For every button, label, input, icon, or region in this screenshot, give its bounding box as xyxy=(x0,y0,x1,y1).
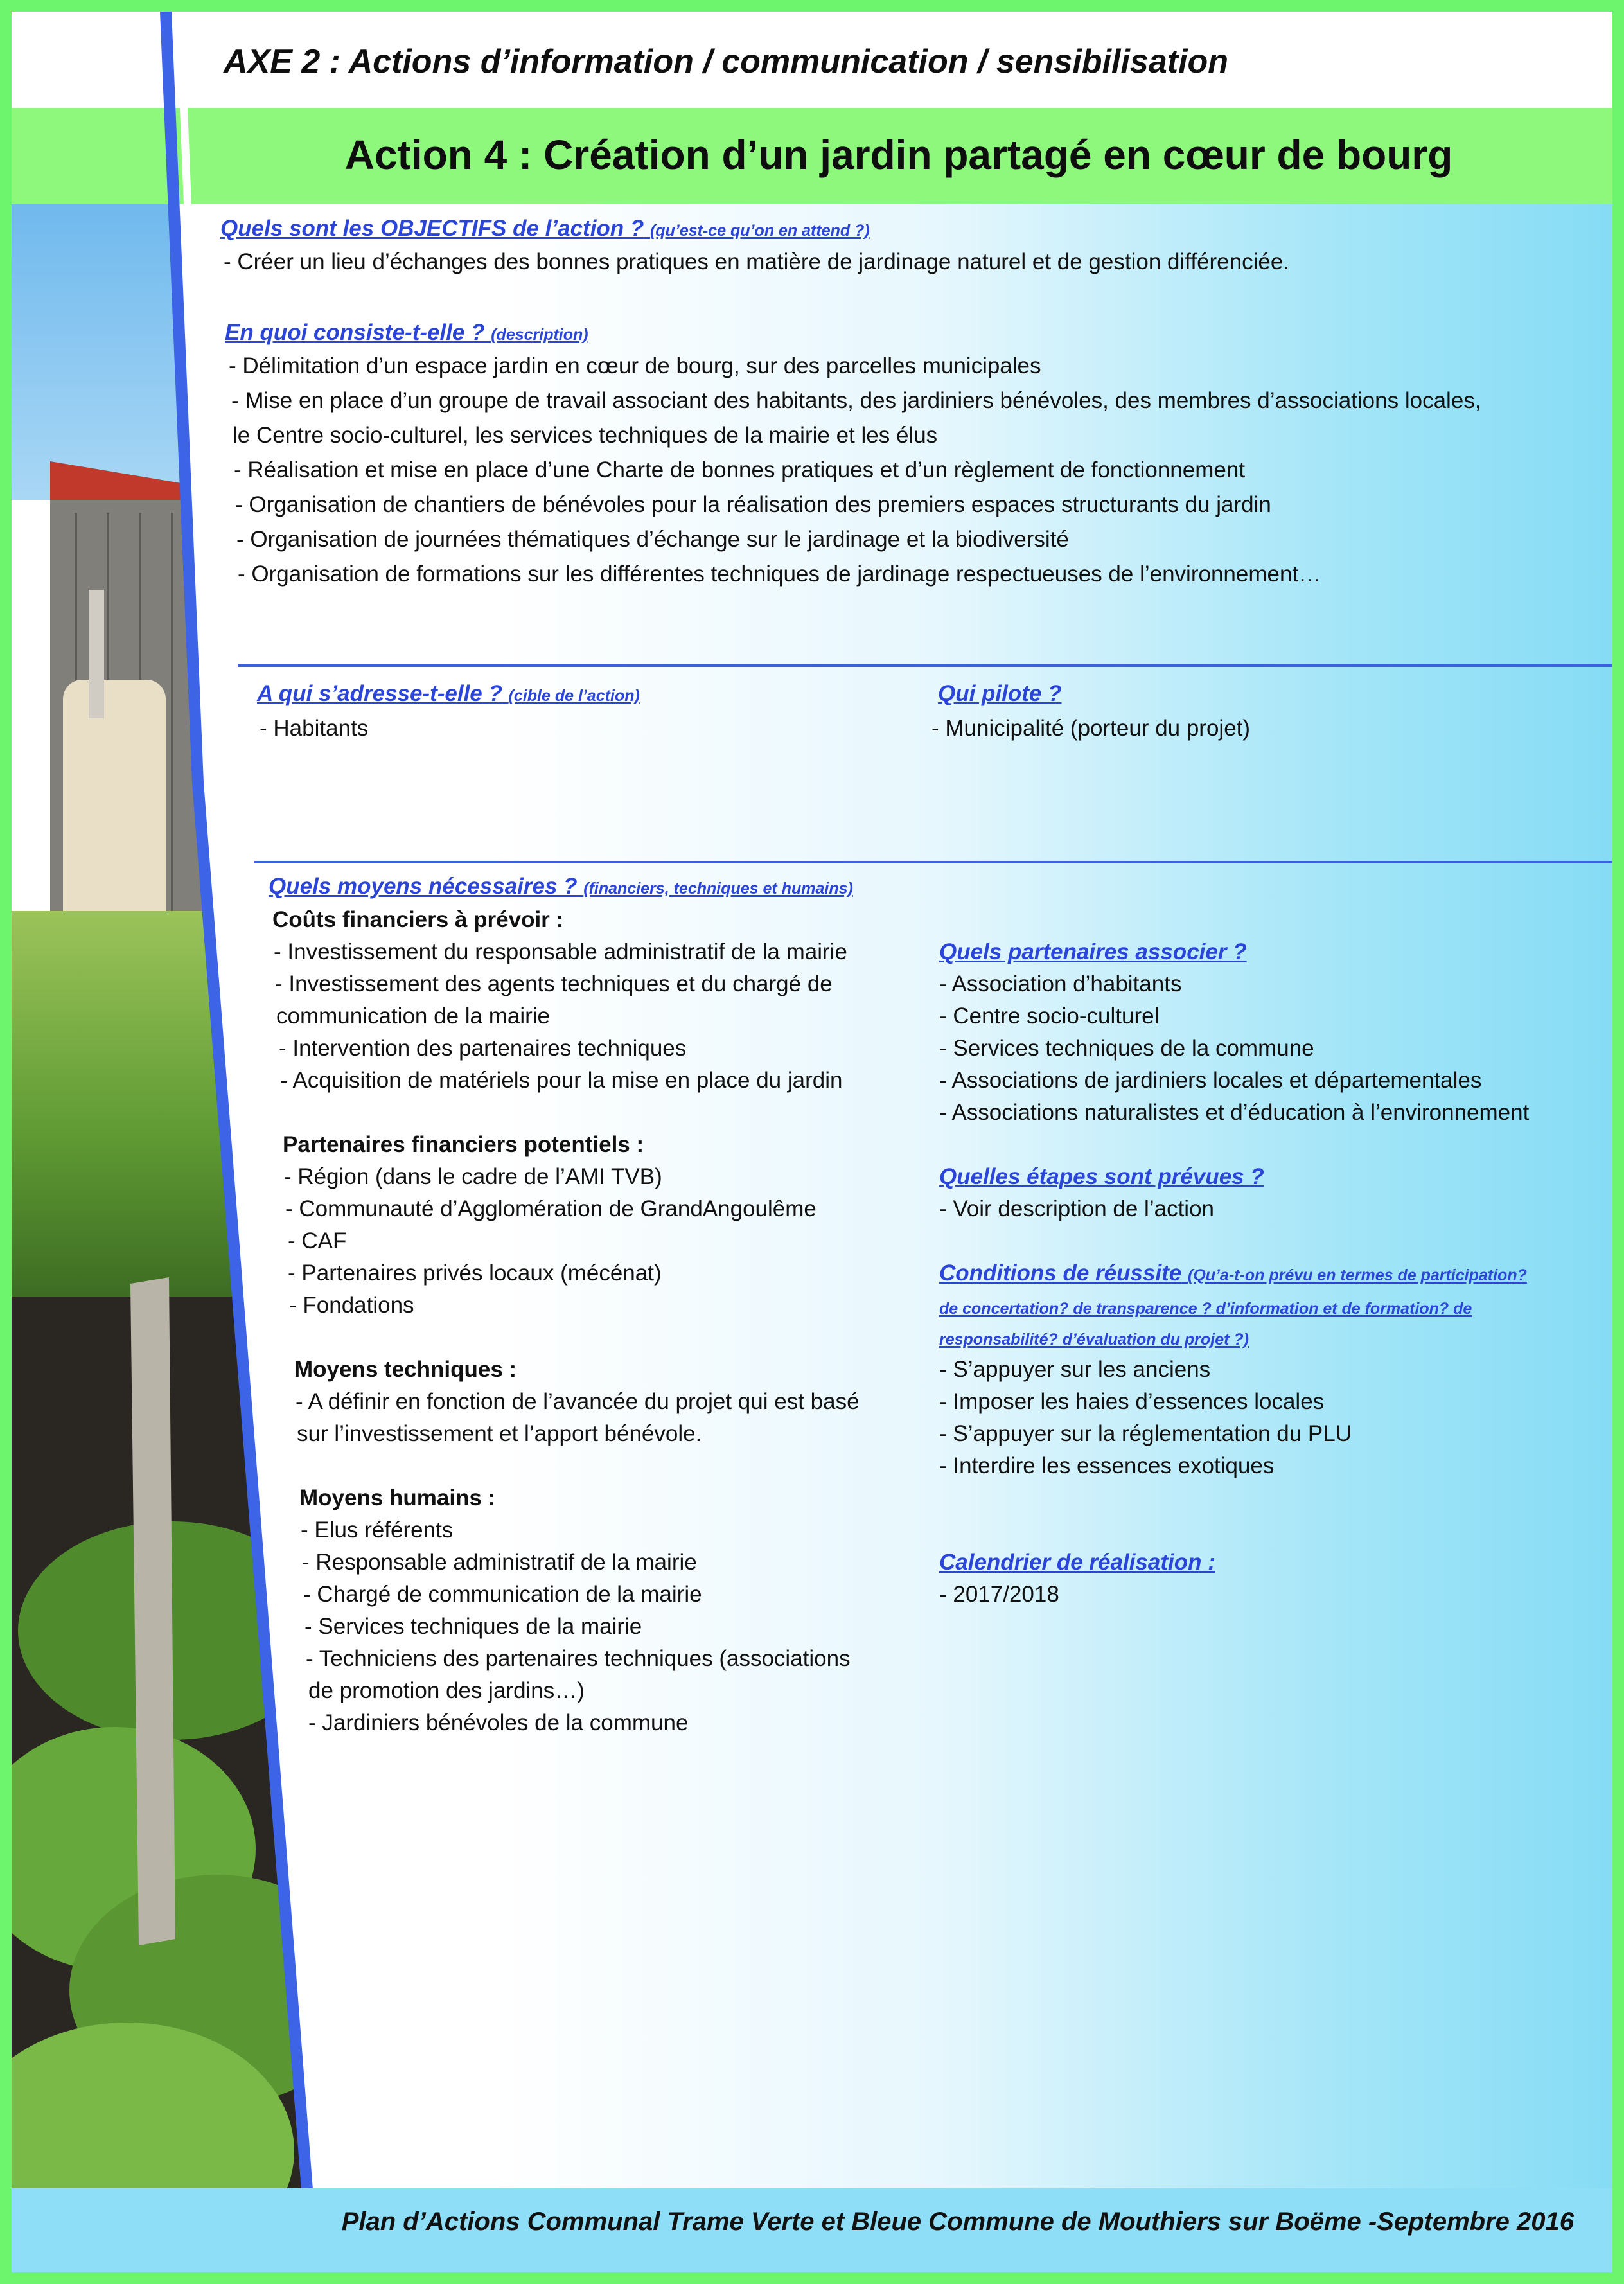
partenaires-item: - Associations naturalistes et d’éducation à l’environnement xyxy=(939,1100,1530,1125)
conditions-hint: (Qu’a-t-on prévu en termes de participation? xyxy=(1188,1266,1527,1284)
separator xyxy=(238,664,1612,667)
etapes-question: Quelles étapes sont prévues ? xyxy=(939,1164,1264,1189)
couts-item: - Acquisition de matériels pour la mise en place du jardin xyxy=(280,1068,843,1093)
objectifs-hint: (qu’est-ce qu’on en attend ?) xyxy=(650,222,870,240)
partenaires-heading xyxy=(939,939,1247,965)
couts-item: - Investissement du responsable administratif de la mairie xyxy=(274,939,847,964)
cible-heading xyxy=(257,681,640,707)
conditions-hint-line xyxy=(939,1325,1249,1350)
axe-title: AXE 2 : Actions d’information / communication / sensibilisation xyxy=(224,43,1229,80)
partenaires-item: - Services techniques de la commune xyxy=(939,1036,1314,1061)
couts-item: - Intervention des partenaires techniques xyxy=(279,1036,687,1061)
conditions-item: - Imposer les haies d’essences locales xyxy=(939,1389,1325,1414)
cible-question: A qui s’adresse-t-elle ? xyxy=(257,681,502,706)
footer-text: Plan d’Actions Communal Trame Verte et Bleue Commune de Mouthiers sur Boëme -Septembre 2016 xyxy=(341,2208,1574,2236)
description-item: le Centre socio-culturel, les services techniques de la mairie et les élus xyxy=(233,423,938,448)
calendrier-question: Calendrier de réalisation : xyxy=(939,1550,1215,1575)
humains-item: - Responsable administratif de la mairie xyxy=(302,1550,697,1575)
partenaires-item: - Associations de jardiniers locales et départementales xyxy=(939,1068,1482,1093)
conditions-question: Conditions de réussite xyxy=(939,1261,1182,1286)
partenaires-question: Quels partenaires associer ? xyxy=(939,939,1247,964)
description-question: En quoi consiste-t-elle ? xyxy=(225,320,485,345)
pilote-heading xyxy=(938,681,1061,707)
couts-title: Coûts financiers à prévoir : xyxy=(272,907,564,932)
partenaires-fin-item: - Communauté d’Agglomération de GrandAngoulême xyxy=(285,1196,816,1221)
pilote-item: - Municipalité (porteur du projet) xyxy=(931,716,1251,741)
description-heading xyxy=(225,320,588,346)
couts-item: communication de la mairie xyxy=(276,1004,551,1029)
partenaires-item: - Association d’habitants xyxy=(939,971,1182,996)
humains-item: - Jardiniers bénévoles de la commune xyxy=(308,1710,689,1735)
humains-item: de promotion des jardins…) xyxy=(308,1678,585,1703)
cible-item: - Habitants xyxy=(260,716,369,741)
partenaires-fin-title: Partenaires financiers potentiels : xyxy=(283,1132,644,1157)
partenaires-fin-item: - CAF xyxy=(288,1228,347,1253)
page xyxy=(12,12,1612,2272)
humains-item: - Techniciens des partenaires techniques (associations xyxy=(306,1646,851,1671)
techniques-item: - A définir en fonction de l’avancée du projet qui est basé xyxy=(296,1389,860,1414)
partenaires-fin-item: - Fondations xyxy=(289,1293,414,1318)
humains-item: - Chargé de communication de la mairie xyxy=(303,1582,702,1607)
objectifs-question: Quels sont les OBJECTIFS de l’action ? xyxy=(220,216,644,241)
calendrier-item: - 2017/2018 xyxy=(939,1582,1059,1607)
description-item: - Mise en place d’un groupe de travail associant des habitants, des jardiniers bénévoles, des membres d’associations locales, xyxy=(231,388,1481,413)
moyens-hint: (financiers, techniques et humains) xyxy=(583,880,853,898)
conditions-item: - Interdire les essences exotiques xyxy=(939,1453,1275,1478)
techniques-title: Moyens techniques : xyxy=(294,1357,517,1382)
partenaires-fin-item: - Partenaires privés locaux (mécénat) xyxy=(288,1261,662,1286)
moyens-heading xyxy=(269,874,853,899)
etapes-heading xyxy=(939,1164,1264,1190)
conditions-item: - S’appuyer sur la réglementation du PLU xyxy=(939,1421,1352,1446)
humains-title: Moyens humains : xyxy=(299,1485,496,1510)
humains-item: - Services techniques de la mairie xyxy=(304,1614,642,1639)
partenaires-fin-item: - Région (dans le cadre de l’AMI TVB) xyxy=(284,1164,662,1189)
description-item: - Organisation de journées thématiques d’échange sur le jardinage et la biodiversité xyxy=(236,527,1069,552)
objectifs-item: - Créer un lieu d’échanges des bonnes pratiques en matière de jardinage naturel et de gestion différenciée. xyxy=(224,249,1290,274)
pilote-question: Qui pilote ? xyxy=(938,681,1062,706)
conditions-hint: de concertation? de transparence ? d’information et de formation? de xyxy=(939,1300,1472,1318)
description-item: - Délimitation d’un espace jardin en cœur de bourg, sur des parcelles municipales xyxy=(229,353,1041,378)
cible-hint: (cible de l’action) xyxy=(508,687,640,705)
partenaires-item: - Centre socio-culturel xyxy=(939,1004,1160,1029)
calendrier-heading xyxy=(939,1550,1215,1575)
separator xyxy=(254,861,1612,863)
humains-item: - Elus référents xyxy=(301,1518,454,1543)
etapes-item: - Voir description de l’action xyxy=(939,1196,1214,1221)
techniques-item: sur l’investissement et l’apport bénévole. xyxy=(297,1421,702,1446)
moyens-question: Quels moyens nécessaires ? xyxy=(269,874,578,899)
conditions-heading xyxy=(939,1261,1527,1286)
description-item: - Organisation de formations sur les différentes techniques de jardinage respectueuses de l’environnement… xyxy=(238,562,1321,587)
description-item: - Organisation de chantiers de bénévoles pour la réalisation des premiers espaces structurants du jardin xyxy=(235,492,1271,517)
conditions-hint-line xyxy=(939,1294,1472,1320)
objectifs-heading xyxy=(220,216,870,242)
couts-item: - Investissement des agents techniques et du chargé de xyxy=(275,971,833,996)
conditions-hint: responsabilité? d’évaluation du projet ?) xyxy=(939,1331,1249,1349)
description-hint: (description) xyxy=(491,326,588,344)
conditions-item: - S’appuyer sur les anciens xyxy=(939,1357,1211,1382)
description-item: - Réalisation et mise en place d’une Charte de bonnes pratiques et d’un règlement de fonctionnement xyxy=(234,457,1246,482)
action-title: Action 4 : Création d’un jardin partagé en cœur de bourg xyxy=(344,132,1453,178)
